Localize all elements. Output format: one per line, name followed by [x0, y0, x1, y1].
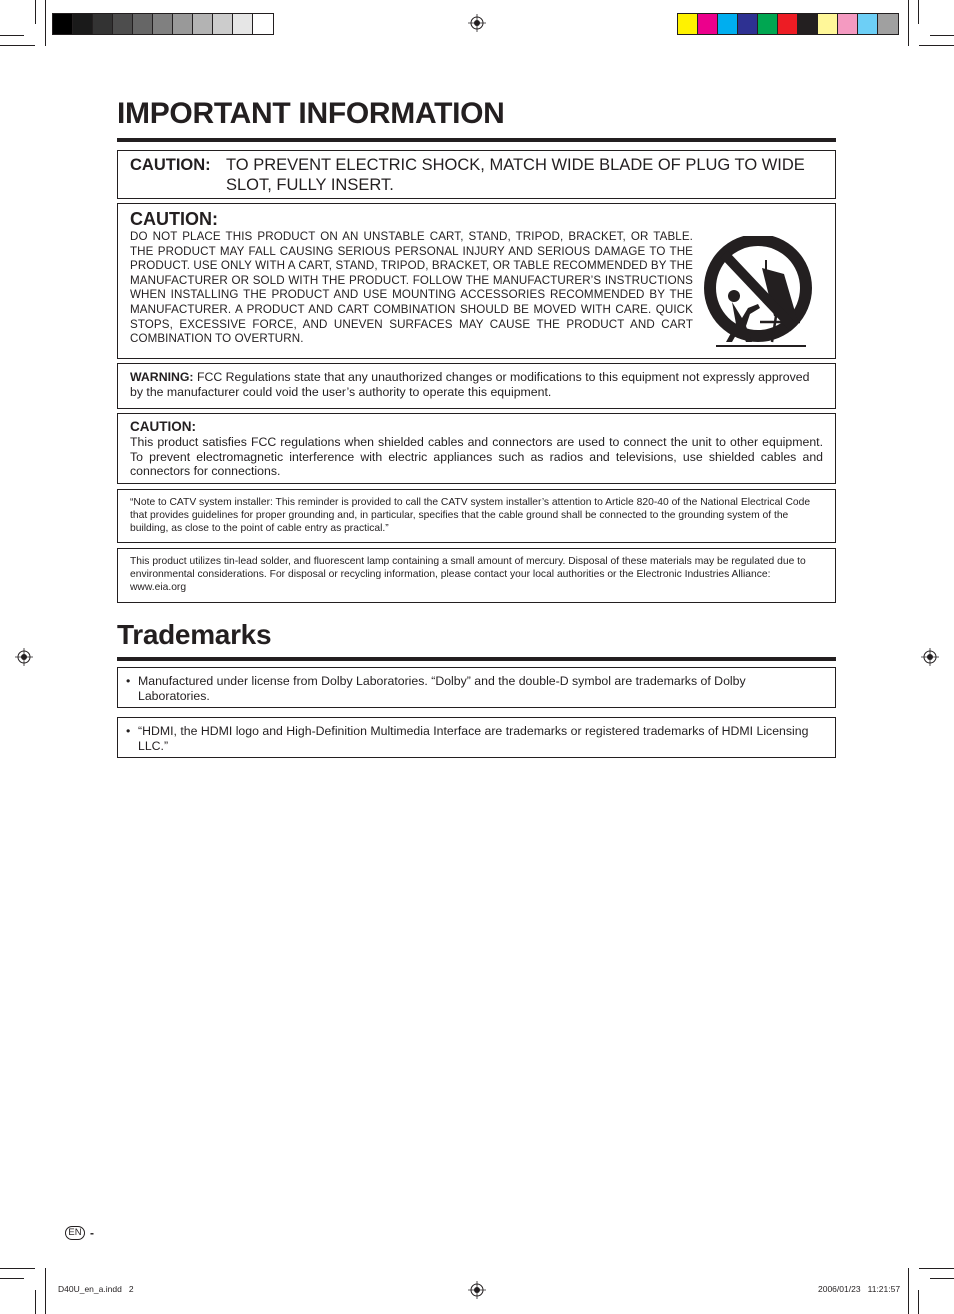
disposal-note-text: This product utilizes tin-lead solder, and fluorescent lamp containing a small amount of mercury. Disposal of these materials may be regulated due to environmental considerations. For disposal or recycling information, please contact your local authorities or the Electronic Industries Alliance: www.eia.org	[130, 556, 806, 593]
caution-label: CAUTION:	[130, 156, 211, 174]
crop-mark	[908, 1268, 909, 1314]
caution-cart-text: DO NOT PLACE THIS PRODUCT ON AN UNSTABLE CART, STAND, TRIPOD, BRACKET, OR TABLE. THE PRODUCT MAY FALL CAUSING SERIOUS PERSONAL INJURY AND SERIOUS DAMAGE TO THE PRODUCT. USE ONLY WITH A CART, STAND, TRIPOD, BRACKET, OR TABLE RECOMMENDED BY THE MANUFACTURER OR SOLD WITH THE PRODUCT. FOLLOW THE MANUFACTURER’S INSTRUCTIONS WHEN INSTALLING THE PRODUCT AND USE MOUNTING ACCESSORIES RECOMMENDED BY THE MANUFACTURER. A PRODUCT AND CART COMBINATION SHOULD BE MOVED WITH CARE. QUICK STOPS, EXCESSIVE FORCE, AND UNEVEN SURFACES MAY CAUSE THE PRODUCT AND CART COMBINATION TO OVERTURN.	[130, 230, 693, 346]
grayscale-color-bar	[52, 13, 274, 35]
registration-target-icon	[921, 648, 939, 666]
color-swatch	[878, 14, 898, 34]
footer-timestamp: 2006/01/23 11:21:57	[818, 1284, 901, 1294]
crop-mark	[919, 1268, 954, 1269]
color-swatch	[678, 14, 698, 34]
color-swatch	[153, 14, 173, 34]
heading-rule	[117, 657, 836, 661]
trademark-item	[117, 667, 836, 708]
color-swatch	[778, 14, 798, 34]
footer-file-name: D40U_en_a.indd 2	[58, 1284, 134, 1294]
color-swatch	[838, 14, 858, 34]
section-title: Trademarks	[117, 619, 272, 650]
bullet: •	[126, 724, 131, 738]
caution-plug-box	[117, 150, 836, 199]
catv-note-text: “Note to CATV system installer: This reminder is provided to call the CATV system installer’s attention to Article 820-40 of the National Electrical Code that provides guidelines for proper grounding and, in particular, specifies that the cable ground shall be connected to the grounding system of the building, as close to the point of cable entry as practical.”	[130, 497, 811, 534]
fcc-caution-text: This product satisfies FCC regulations when shielded cables and connectors are used to connect the unit to other equipment. To prevent electromagnetic interference with electric appliances such as radios and televisions, use shielded cables and connectors for connections.	[130, 435, 823, 479]
crop-mark	[45, 1268, 46, 1314]
warning-body: FCC Regulations state that any unauthorized changes or modifications to this equipment not expressly approved by the manufacturer could void the user’s authority to operate this equipment.	[130, 370, 810, 399]
color-swatch	[738, 14, 758, 34]
color-swatch	[233, 14, 253, 34]
cart-tip-over-warning-icon	[702, 236, 816, 351]
color-swatch	[173, 14, 193, 34]
color-swatch	[758, 14, 778, 34]
heading-rule	[117, 138, 836, 142]
color-swatch	[253, 14, 273, 34]
color-swatch	[193, 14, 213, 34]
crop-mark	[0, 35, 24, 36]
crop-mark	[930, 35, 954, 36]
crop-mark	[35, 0, 36, 24]
registration-target-icon	[468, 1281, 486, 1299]
crop-mark	[0, 1268, 35, 1269]
color-swatch	[213, 14, 233, 34]
caution-label: CAUTION:	[130, 419, 196, 434]
color-swatch	[818, 14, 838, 34]
bullet: •	[126, 674, 131, 688]
catv-note-box	[117, 489, 836, 543]
registration-target-icon	[468, 14, 486, 32]
language-badge: EN	[65, 1226, 85, 1240]
color-swatch	[718, 14, 738, 34]
caution-cart-box	[117, 203, 836, 359]
crop-mark	[35, 1290, 36, 1314]
caution-plug-text: TO PREVENT ELECTRIC SHOCK, MATCH WIDE BLADE OF PLUG TO WIDE SLOT, FULLY INSERT.	[226, 156, 805, 194]
warning-label: WARNING:	[130, 370, 194, 384]
crop-mark	[918, 0, 919, 24]
cmyk-color-bar	[677, 13, 899, 35]
fcc-caution-box	[117, 413, 836, 484]
crop-mark	[930, 1278, 954, 1279]
page-number-marker: -	[90, 1226, 94, 1240]
crop-mark	[919, 45, 954, 46]
color-swatch	[73, 14, 93, 34]
crop-mark	[908, 0, 909, 46]
crop-mark	[918, 1290, 919, 1314]
disposal-note-box	[117, 548, 836, 603]
caution-label: CAUTION:	[130, 209, 218, 229]
trademark-text: Manufactured under license from Dolby Laboratories. “Dolby” and the double-D symbol are trademarks of Dolby Laboratories.	[138, 674, 746, 703]
page-title: IMPORTANT INFORMATION	[117, 97, 505, 130]
crop-mark	[0, 1278, 24, 1279]
trademark-text: “HDMI, the HDMI logo and High-Definition Multimedia Interface are trademarks or registered trademarks of HDMI Licensing LLC.”	[138, 724, 809, 753]
color-swatch	[113, 14, 133, 34]
crop-mark	[45, 0, 46, 46]
color-swatch	[798, 14, 818, 34]
fcc-warning-box	[117, 363, 836, 409]
trademark-item	[117, 717, 836, 758]
color-swatch	[858, 14, 878, 34]
registration-target-icon	[15, 648, 33, 666]
color-swatch	[93, 14, 113, 34]
crop-mark	[0, 45, 35, 46]
color-swatch	[53, 14, 73, 34]
color-swatch	[698, 14, 718, 34]
fcc-warning-text	[130, 370, 820, 400]
color-swatch	[133, 14, 153, 34]
